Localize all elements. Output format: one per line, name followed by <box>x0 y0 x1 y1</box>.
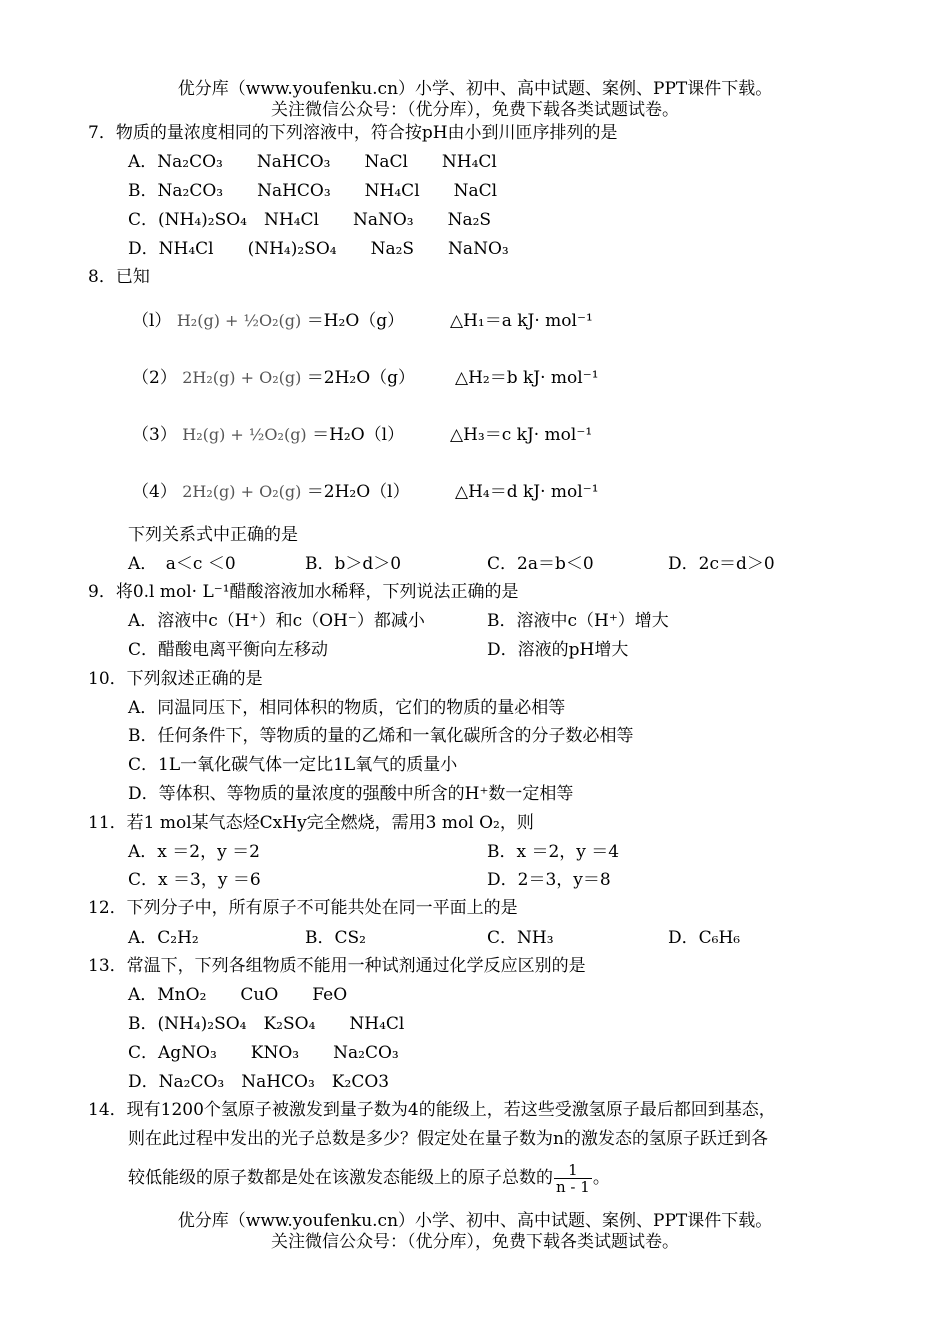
header-line-1: 优分库（www.youfenku.cn）小学、初中、高中试题、案例、PPT课件下载。 <box>177 79 773 99</box>
q8-ask: 下列关系式中正确的是 <box>128 525 298 545</box>
q7-stem: 7．物质的量浓度相同的下列溶液中，符合按pH由小到川匝序排列的是 <box>88 123 618 143</box>
q9-option-b: B．溶液中c（H⁺）增大 <box>487 611 669 631</box>
q11-option-c: C．x ＝3，y ＝6 <box>128 870 261 890</box>
q12-option-a: A．C₂H₂ <box>128 928 199 948</box>
eq3-lhs: H₂(g) + ½O₂(g) <box>182 425 307 444</box>
q13-stem: 13．常温下，下列各组物质不能用一种试剂通过化学反应区别的是 <box>88 956 586 976</box>
eq3-tag: （3） <box>132 425 177 445</box>
q8-equation-3 <box>132 424 404 446</box>
q8-option-a: A． a＜c ＜0 <box>128 554 236 574</box>
footer-line-2: 关注微信公众号：（优分库），免费下载各类试题试卷。 <box>271 1232 679 1252</box>
q8-option-d: D．2c＝d＞0 <box>668 554 775 574</box>
q9-option-a: A．溶液中c（H⁺）和c（OH⁻）都减小 <box>128 611 425 631</box>
q8-dh-1: △H₁＝a kJ· mol⁻¹ <box>450 311 593 331</box>
q14-line-1: 14．现有1200个氢原子被激发到量子数为4的能级上，若这些受激氢原子最后都回到基态， <box>88 1100 776 1120</box>
q13-option-c: C．AgNO₃ KNO₃ Na₂CO₃ <box>128 1043 399 1063</box>
fraction-numerator: 1 <box>554 1162 592 1179</box>
q13-option-a: A．MnO₂ CuO FeO <box>128 985 348 1005</box>
q7-option-c: C．(NH₄)₂SO₄ NH₄Cl NaNO₃ Na₂S <box>128 210 492 230</box>
footer-line-1: 优分库（www.youfenku.cn）小学、初中、高中试题、案例、PPT课件下载。 <box>177 1211 773 1231</box>
q12-option-d: D．C₆H₆ <box>668 928 741 948</box>
q8-equation-4 <box>132 481 410 503</box>
eq1-rhs: ＝H₂O（g） <box>306 311 405 331</box>
q10-stem: 10．下列叙述正确的是 <box>88 669 263 689</box>
q8-dh-2: △H₂＝b kJ· mol⁻¹ <box>455 368 599 388</box>
eq4-rhs: ＝2H₂O（l） <box>306 482 410 502</box>
q11-option-b: B．x ＝2，y ＝4 <box>487 842 620 862</box>
q9-option-c: C．醋酸电离平衡向左移动 <box>128 640 329 660</box>
q11-stem: 11．若1 mol某气态烃CxHy完全燃烧，需用3 mol O₂，则 <box>88 813 534 833</box>
q7-option-a: A．Na₂CO₃ NaHCO₃ NaCl NH₄Cl <box>128 152 497 172</box>
q10-option-d: D．等体积、等物质的量浓度的强酸中所含的H⁺数一定相等 <box>128 784 574 804</box>
q14-line-3-text: 较低能级的原子数都是处在该激发态能级上的原子总数的 <box>128 1168 553 1188</box>
q8-option-c: C．2a＝b＜0 <box>487 554 594 574</box>
q9-stem: 9．将0.l mol· L⁻¹醋酸溶液加水稀释，下列说法正确的是 <box>88 582 519 602</box>
q14-line-2: 则在此过程中发出的光子总数是多少？假定处在量子数为n的激发态的氢原子跃迁到各 <box>128 1129 768 1149</box>
q11-option-d: D．2＝3，y＝8 <box>487 870 611 890</box>
q8-option-b: B．b＞d＞0 <box>305 554 402 574</box>
eq2-tag: （2） <box>132 368 177 388</box>
q8-stem: 8．已知 <box>88 267 150 287</box>
q8-equation-1 <box>132 310 404 332</box>
eq2-lhs: 2H₂(g) + O₂(g) <box>182 368 302 387</box>
q7-option-d: D．NH₄Cl (NH₄)₂SO₄ Na₂S NaNO₃ <box>128 239 509 259</box>
q14-line-3-end: 。 <box>592 1168 610 1188</box>
q8-dh-3: △H₃＝c kJ· mol⁻¹ <box>450 425 593 445</box>
q11-option-a: A．x ＝2，y ＝2 <box>128 842 260 862</box>
q10-option-c: C．1L一氧化碳气体一定比1L氧气的质量小 <box>128 755 458 775</box>
eq1-tag: （l） <box>132 311 172 331</box>
q8-dh-4: △H₄＝d kJ· mol⁻¹ <box>455 482 599 502</box>
q9-option-d: D．溶液的pH增大 <box>487 640 629 660</box>
q12-stem: 12．下列分子中，所有原子不可能共处在同一平面上的是 <box>88 898 518 918</box>
eq1-lhs: H₂(g) + ½O₂(g) <box>176 311 302 330</box>
q8-equation-2 <box>132 367 415 389</box>
q10-option-a: A．同温同压下，相同体积的物质，它们的物质的量必相等 <box>128 698 566 718</box>
q13-option-b: B．(NH₄)₂SO₄ K₂SO₄ NH₄Cl <box>128 1014 405 1034</box>
eq2-rhs: ＝2H₂O（g） <box>306 368 416 388</box>
fraction-denominator: n - 1 <box>556 1178 590 1196</box>
q12-option-b: B．CS₂ <box>305 928 366 948</box>
q14-line-3 <box>128 1162 610 1195</box>
header-line-2: 关注微信公众号：（优分库），免费下载各类试题试卷。 <box>271 100 679 120</box>
q12-option-c: C．NH₃ <box>487 928 554 948</box>
eq4-tag: （4） <box>132 482 177 502</box>
q7-option-b: B．Na₂CO₃ NaHCO₃ NH₄Cl NaCl <box>128 181 498 201</box>
q13-option-d: D．Na₂CO₃ NaHCO₃ K₂CO3 <box>128 1072 390 1092</box>
q14-fraction <box>554 1162 592 1195</box>
q10-option-b: B．任何条件下，等物质的量的乙烯和一氧化碳所含的分子数必相等 <box>128 726 634 746</box>
eq3-rhs: ＝H₂O（l） <box>312 425 405 445</box>
eq4-lhs: 2H₂(g) + O₂(g) <box>182 482 302 501</box>
